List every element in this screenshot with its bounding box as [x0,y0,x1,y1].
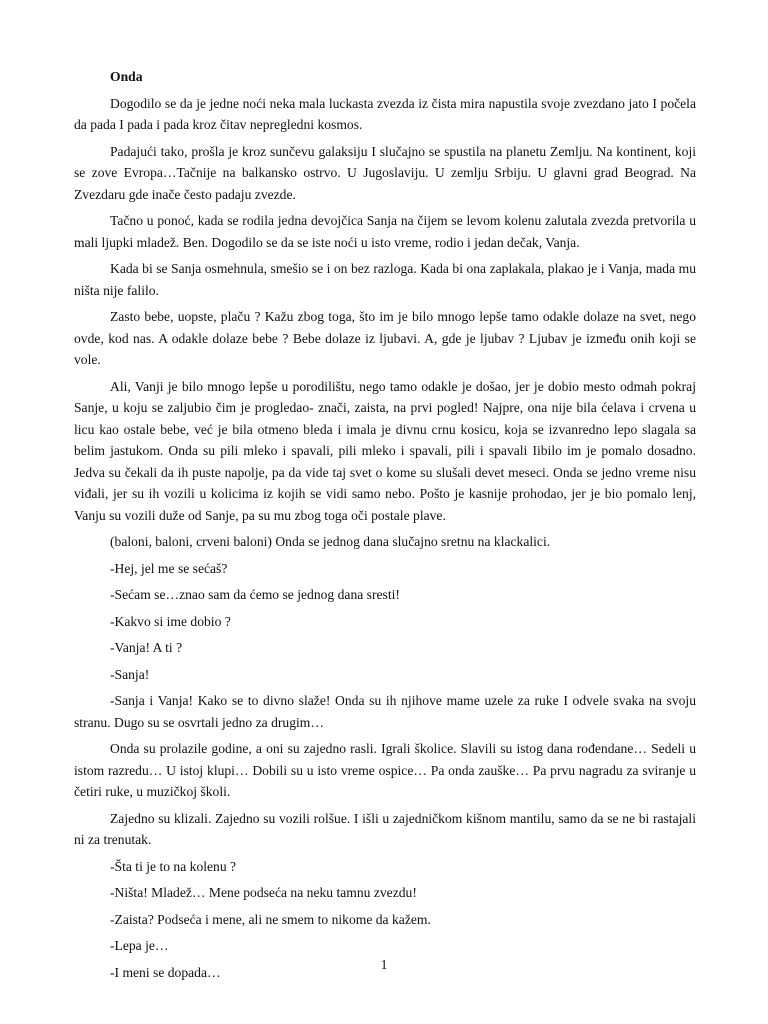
dialogue-line: -Šta ti je to na kolenu ? [110,858,237,874]
paragraph: (baloni, baloni, crveni baloni) Onda se jednog dana slučajno sretnu na klackalici. [110,534,551,549]
dialogue-line: -Sećam se…znao sam da ćemo se jednog dana sresti! [110,587,400,602]
paragraph: -Sanja i Vanja! Kako se to divno slaže! Onda su ih njihove mame uzele za ruke I odvele svaka na svoju stranu. Dugo su se osvrtali jedno za drugim… [74,693,696,730]
paragraph: Zajedno su klizali. Zajedno su vozili rolšue. I išli u zajedničkom kišnom mantilu, samo da se ne bi rastajali ni za trenutak. [74,810,696,847]
dialogue-line: -Hej, jel me se sećaš? [110,560,228,576]
paragraph: Zasto bebe, uopste, plaču ? Kažu zbog toga, što im je bilo mnogo lepše tamo odakle dolaze na svet, nego ovde, kod nas. A odakle dolaze bebe ? Bebe dolaze iz ljubavi. A, gde je ljubav ? Ljubav je između onih koji se vole. [74,309,696,367]
dialogue-line: -Lepa je… [110,938,169,953]
dialogue-line: -Kakvo si ime dobio ? [110,613,231,629]
dialogue-line: -Vanja! A ti ? [110,640,183,655]
paragraph: Kada bi se Sanja osmehnula, smešio se i on bez razloga. Kada bi ona zaplakala, plakao je i Vanja, mada mu ništa nije falilo. [74,261,696,298]
paragraph: Tačno u ponoć, kada se rodila jedna devojčica Sanja na čijem se levom kolenu zalutala zvezda pretvorila u mali ljupki mladež. Ben. Dogodilo se da se iste noći u isto vreme, rodio i jedan dečak, Vanja. [74,213,696,250]
page-number: 1 [380,957,388,972]
dialogue-line: -Ništa! Mladež… Mene podseća na neku tamnu zvezdu! [110,885,417,900]
paragraph: Onda su prolazile godine, a oni su zajedno rasli. Igrali školice. Slavili su istog dana rođendane… Sedeli u istom razredu… U istoj klupi… Dobili su u isto vreme ospice… Pa onda zauške… Pa prvu nagradu za sviranje u četiri ruke, u muzičkoj školi. [74,741,696,799]
document-body [74,93,696,984]
dialogue-line: -I meni se dopada… [110,964,221,980]
paragraph: Dogodilo se da je jedne noći neka mala luckasta zvezda iz čista mira napustila svoje zvezdano jato I počela da pada I pada i pada kroz čitav nepregledni kosmos. [74,95,696,132]
paragraph: Padajući tako, prošla je kroz sunčevu galaksiju I slučajno se spustila na planetu Zemlju. Na kontinent, koji se zove Evropa…Tačnije na balkansko ostrvo. U Jugoslaviju. U zemlju Srbiju. U glavni grad Beograd. Na Zvezdaru gde inače često padaju zvezde. [74,143,696,202]
dialogue-line: -Zaista? Podseća i mene, ali ne smem to nikome da kažem. [110,911,431,927]
paragraph: Ali, Vanji je bilo mnogo lepše u porodilištu, nego tamo odakle je došao, jer je dobio mesto odmah pokraj Sanje, u koju se zaljubio čim je progledao- znači, zaista, na prvi pogled! Najpre, ona nije bila ćelava i crvena u licu kao ostale bebe, već je bila otmeno bleda i imala je divnu crnu kosicu, koja se izvanredno lepo slagala sa belim jastukom. Onda su pili mleko i spavali, pili mleko i spavali, pili i spavali Iibilo im je pomalo dosadno. Jedva su čekali da ih puste napolje, pa da vide taj svet o kome su slušali devet meseci. Onda se jedno vreme nisu viđali, jer su ih vozili u kolicima iz kojih se vidi samo nebo. Pošto je kasnije prohodao, jer je bio pomalo lenj, Vanju su vozili duže od Sanje, pa su mu zbog toga oči postale plave. [74,378,696,523]
document-page [74,66,696,988]
dialogue-line: -Sanja! [110,666,150,682]
document-title: Onda [110,69,143,84]
